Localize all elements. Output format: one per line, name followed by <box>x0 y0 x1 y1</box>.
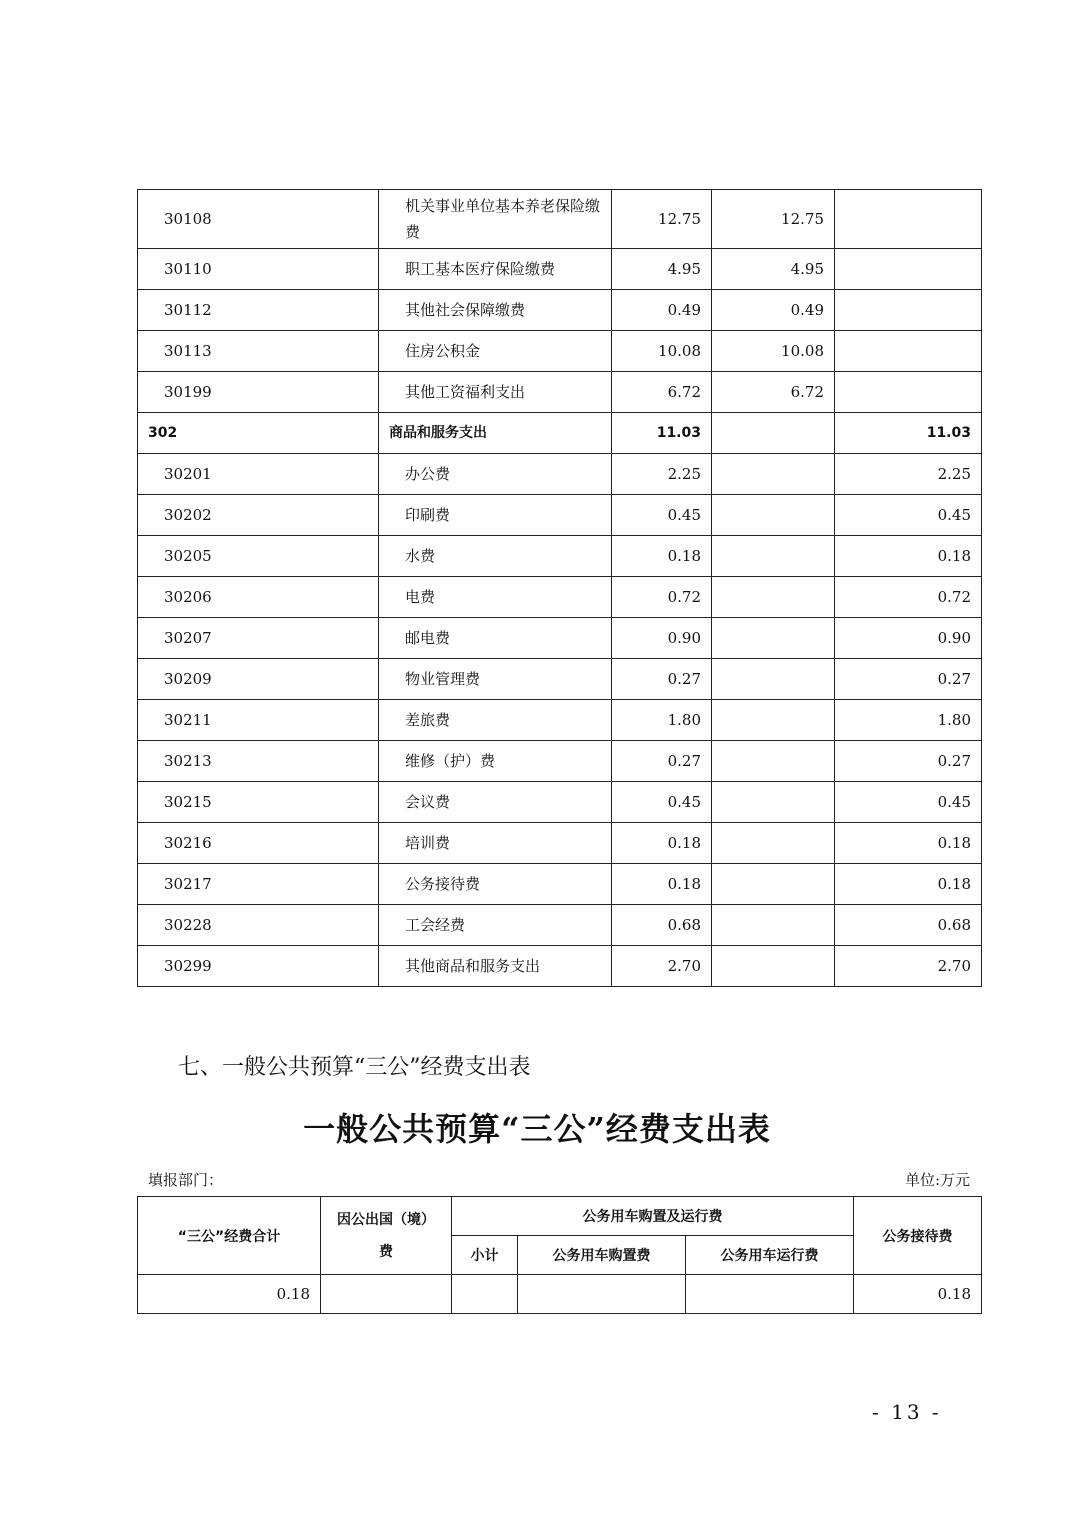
row-public: 0.45 <box>835 782 982 823</box>
table-title: 一般公共预算“三公”经费支出表 <box>303 1110 771 1148</box>
row-code: 30217 <box>138 864 379 905</box>
row-name: 培训费 <box>379 823 612 864</box>
row-code: 30201 <box>138 454 379 495</box>
row-personnel <box>712 454 835 495</box>
row-public: 1.80 <box>835 700 982 741</box>
table-row <box>138 782 982 823</box>
header-subtotal: 小计 <box>452 1236 518 1275</box>
table-row <box>138 577 982 618</box>
row-total: 2.25 <box>612 454 712 495</box>
row-public: 0.18 <box>835 864 982 905</box>
row-public: 11.03 <box>835 413 982 454</box>
row-code: 30216 <box>138 823 379 864</box>
row-name: 办公费 <box>379 454 612 495</box>
row-personnel <box>712 823 835 864</box>
value-subtotal <box>452 1275 518 1314</box>
value-vehicle-purchase <box>518 1275 686 1314</box>
row-personnel <box>712 618 835 659</box>
row-name: 工会经费 <box>379 905 612 946</box>
header-abroad-text: 因公出国（境）费 <box>337 1211 435 1260</box>
table-row <box>138 741 982 782</box>
row-personnel <box>712 413 835 454</box>
value-vehicle-operation <box>686 1275 854 1314</box>
row-public: 0.27 <box>835 741 982 782</box>
row-public: 0.72 <box>835 577 982 618</box>
row-personnel <box>712 946 835 987</box>
row-personnel: 0.49 <box>712 290 835 331</box>
row-code: 30205 <box>138 536 379 577</box>
row-name: 电费 <box>379 577 612 618</box>
row-total: 0.18 <box>612 864 712 905</box>
row-personnel <box>712 782 835 823</box>
section-heading: 七、一般公共预算“三公”经费支出表 <box>178 1055 531 1080</box>
header-sangong-total: “三公”经费合计 <box>138 1197 321 1275</box>
row-personnel: 6.72 <box>712 372 835 413</box>
row-code: 30213 <box>138 741 379 782</box>
table-row <box>138 823 982 864</box>
row-total: 0.18 <box>612 823 712 864</box>
row-total: 0.72 <box>612 577 712 618</box>
row-code: 30228 <box>138 905 379 946</box>
table-row <box>138 331 982 372</box>
row-public: 2.25 <box>835 454 982 495</box>
row-personnel <box>712 905 835 946</box>
table-row <box>138 905 982 946</box>
row-total: 0.27 <box>612 741 712 782</box>
row-personnel <box>712 536 835 577</box>
row-public: 0.68 <box>835 905 982 946</box>
header-vehicle-group: 公务用车购置及运行费 <box>452 1197 854 1236</box>
table-row <box>138 700 982 741</box>
row-total: 4.95 <box>612 249 712 290</box>
row-total: 0.27 <box>612 659 712 700</box>
header-vehicle-operation: 公务用车运行费 <box>686 1236 854 1275</box>
row-name: 物业管理费 <box>379 659 612 700</box>
row-personnel <box>712 577 835 618</box>
department-label: 填报部门： <box>148 1171 224 1189</box>
value-sangong-total: 0.18 <box>138 1275 321 1314</box>
row-public: 0.45 <box>835 495 982 536</box>
table-row <box>138 413 982 454</box>
table-row <box>138 946 982 987</box>
row-name: 维修（护）费 <box>379 741 612 782</box>
row-public: 0.18 <box>835 823 982 864</box>
row-code: 30112 <box>138 290 379 331</box>
row-code: 30211 <box>138 700 379 741</box>
header-vehicle-purchase: 公务用车购置费 <box>518 1236 686 1275</box>
row-public <box>835 290 982 331</box>
row-name: 公务接待费 <box>379 864 612 905</box>
row-code: 30110 <box>138 249 379 290</box>
unit-label: 单位:万元 <box>904 1171 970 1189</box>
row-total: 0.68 <box>612 905 712 946</box>
header-reception: 公务接待费 <box>854 1197 982 1275</box>
row-code: 30215 <box>138 782 379 823</box>
table-row <box>138 290 982 331</box>
row-total: 0.90 <box>612 618 712 659</box>
table-row <box>138 536 982 577</box>
row-total: 2.70 <box>612 946 712 987</box>
header-abroad <box>321 1197 452 1275</box>
row-name: 水费 <box>379 536 612 577</box>
row-total: 0.45 <box>612 782 712 823</box>
value-reception: 0.18 <box>854 1275 982 1314</box>
row-name: 印刷费 <box>379 495 612 536</box>
row-code: 30199 <box>138 372 379 413</box>
table-row <box>138 190 982 249</box>
row-code: 30113 <box>138 331 379 372</box>
row-code: 302 <box>138 413 379 454</box>
table-row <box>138 618 982 659</box>
row-name: 其他工资福利支出 <box>379 372 612 413</box>
row-total: 10.08 <box>612 331 712 372</box>
row-personnel <box>712 495 835 536</box>
row-personnel <box>712 864 835 905</box>
row-public: 0.27 <box>835 659 982 700</box>
row-name: 职工基本医疗保险缴费 <box>379 249 612 290</box>
table-row <box>138 249 982 290</box>
expense-detail-body <box>138 190 982 987</box>
row-code: 30299 <box>138 946 379 987</box>
row-name: 邮电费 <box>379 618 612 659</box>
row-public <box>835 372 982 413</box>
row-total: 6.72 <box>612 372 712 413</box>
row-name: 机关事业单位基本养老保险缴费 <box>379 190 612 249</box>
row-public <box>835 190 982 249</box>
row-personnel: 4.95 <box>712 249 835 290</box>
row-public: 0.18 <box>835 536 982 577</box>
row-personnel: 10.08 <box>712 331 835 372</box>
row-public <box>835 249 982 290</box>
value-abroad <box>321 1275 452 1314</box>
data-row <box>138 1275 982 1314</box>
row-name: 其他社会保障缴费 <box>379 290 612 331</box>
header-row-top <box>138 1197 982 1236</box>
row-personnel <box>712 741 835 782</box>
row-code: 30108 <box>138 190 379 249</box>
row-code: 30207 <box>138 618 379 659</box>
table-row <box>138 454 982 495</box>
row-total: 0.18 <box>612 536 712 577</box>
table-row <box>138 864 982 905</box>
row-name: 住房公积金 <box>379 331 612 372</box>
row-personnel: 12.75 <box>712 190 835 249</box>
row-code: 30206 <box>138 577 379 618</box>
row-total: 0.45 <box>612 495 712 536</box>
row-name: 其他商品和服务支出 <box>379 946 612 987</box>
row-code: 30209 <box>138 659 379 700</box>
expense-detail-table <box>137 189 982 987</box>
row-public: 0.90 <box>835 618 982 659</box>
row-name: 差旅费 <box>379 700 612 741</box>
row-public <box>835 331 982 372</box>
row-personnel <box>712 700 835 741</box>
row-name: 商品和服务支出 <box>379 413 612 454</box>
row-name: 会议费 <box>379 782 612 823</box>
row-total: 1.80 <box>612 700 712 741</box>
row-public: 2.70 <box>835 946 982 987</box>
row-personnel <box>712 659 835 700</box>
sangong-expense-table <box>137 1196 982 1314</box>
table-row <box>138 495 982 536</box>
row-total: 0.49 <box>612 290 712 331</box>
row-total: 11.03 <box>612 413 712 454</box>
table-row <box>138 372 982 413</box>
table-row <box>138 659 982 700</box>
page-number: - 13 - <box>872 1400 942 1424</box>
row-code: 30202 <box>138 495 379 536</box>
row-total: 12.75 <box>612 190 712 249</box>
